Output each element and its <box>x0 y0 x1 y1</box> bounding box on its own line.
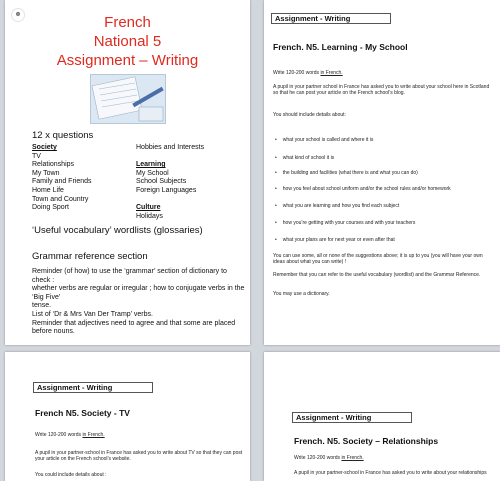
in-french-link[interactable]: in French. <box>82 432 105 438</box>
word-count-line <box>273 70 343 76</box>
culture-item: Holidays <box>136 212 163 220</box>
learning-label: Learning <box>136 161 166 169</box>
grammar-text <box>32 268 247 337</box>
bullet-item: • the building and facilities (what there is and what you can do) <box>275 170 418 176</box>
task-subtitle: French. N5. Learning - My School <box>273 42 408 52</box>
society-item: Family and Friends <box>32 178 92 186</box>
society-item: Relationships <box>32 161 75 169</box>
cover-photo <box>90 74 166 124</box>
vocab-heading: ‘Useful vocabulary’ wordlists (glossaries) <box>32 225 203 236</box>
task-intro: A pupil in your partner school in France has asked you to write about your school here in Scotland so that he can post your article on the French school’s blog. <box>273 84 490 97</box>
bullet-item: • what kind of school it is <box>275 155 334 161</box>
page-relationships <box>264 352 500 481</box>
society-item: TV <box>32 152 41 160</box>
society-section <box>32 144 92 213</box>
culture-label: Culture <box>136 204 161 212</box>
learning-item: Foreign Languages <box>136 186 197 194</box>
closing-reminder: Remember that you can refer to the useful vocabulary (wordlist) and the Grammar Reference. <box>273 272 481 278</box>
learning-item: School Subjects <box>136 178 187 186</box>
word-count-line <box>294 455 364 461</box>
title-line-1: French <box>104 14 151 31</box>
bullet-item: • how you’re getting with your courses and with your teachers <box>275 220 415 226</box>
grammar-line: whether verbs are regular or irregular ; how to conjugate verbs in the ‘Big Five’ <box>32 285 245 301</box>
in-french-link[interactable]: in French. <box>341 455 364 461</box>
assignment-box-title: Assignment - Writing <box>271 13 391 24</box>
page-tv <box>5 352 250 481</box>
bullet-item: • what your plans are for next year or even after that <box>275 237 395 243</box>
task-intro: A pupil in your partner-school in France has asked you to write about TV so that they can post your article on the French school’s website. <box>35 450 243 463</box>
task-subtitle: French N5. Society - TV <box>35 408 130 418</box>
grammar-line: Reminder that adjectives need to agree and that some are placed before nouns. <box>32 319 236 336</box>
in-french-link[interactable]: in French. <box>320 70 343 76</box>
society-item: Town and Country <box>32 195 89 203</box>
grammar-line: List of ‘Dr & Mrs Van Der Tramp’ verbs. <box>32 310 153 318</box>
dictionary-note: You may use a dictionary. <box>273 291 330 297</box>
bullet-item: • what you are learning and how you find each subject <box>275 203 399 209</box>
learning-item: My School <box>136 169 169 177</box>
assignment-box-title: Assignment - Writing <box>292 412 412 423</box>
details-label: You should include details about: <box>273 112 346 118</box>
word-count-text: Write 120-200 words <box>273 70 321 76</box>
society-item: My Town <box>32 169 60 177</box>
page-my-school <box>264 0 500 345</box>
logo-icon: ☻ <box>11 8 25 22</box>
grammar-line: tense. <box>32 302 52 310</box>
task-intro: A pupil in your partner-school in France has asked you to write about your relationships <box>294 470 487 476</box>
closing-note: You can use some, all or none of the suggestions above; it is up to you (you will have your own ideas about what you can write) ! <box>273 253 483 266</box>
bullet-item: • what your school is called and where it is <box>275 137 373 143</box>
society-item: Home Life <box>32 186 64 194</box>
title-line-2: National 5 <box>93 33 162 50</box>
bullet-item: • how you feel about school uniform and/or the school rules and/or homework <box>275 186 451 192</box>
word-count-line <box>35 432 105 438</box>
society-label: Society <box>32 144 57 151</box>
grammar-line: Reminder (of how) to use the ‘grammar’ section of dictionary to check : <box>32 268 227 284</box>
questions-heading: 12 x questions <box>32 130 94 141</box>
task-subtitle: French. N5. Society – Relationships <box>294 436 439 446</box>
word-count-text: Write 120-200 words <box>35 432 83 438</box>
word-count-text: Write 120-200 words <box>294 455 342 461</box>
grammar-heading: Grammar reference section <box>32 251 148 262</box>
details-label: You could include details about : <box>35 472 107 478</box>
society-item: Doing Sport <box>32 204 69 212</box>
assignment-box-title: Assignment - Writing <box>33 382 153 393</box>
hobbies-item: Hobbies and Interests <box>136 144 205 151</box>
right-column <box>136 144 204 221</box>
title-line-3: Assignment – Writing <box>56 52 199 69</box>
page-cover <box>5 0 250 345</box>
